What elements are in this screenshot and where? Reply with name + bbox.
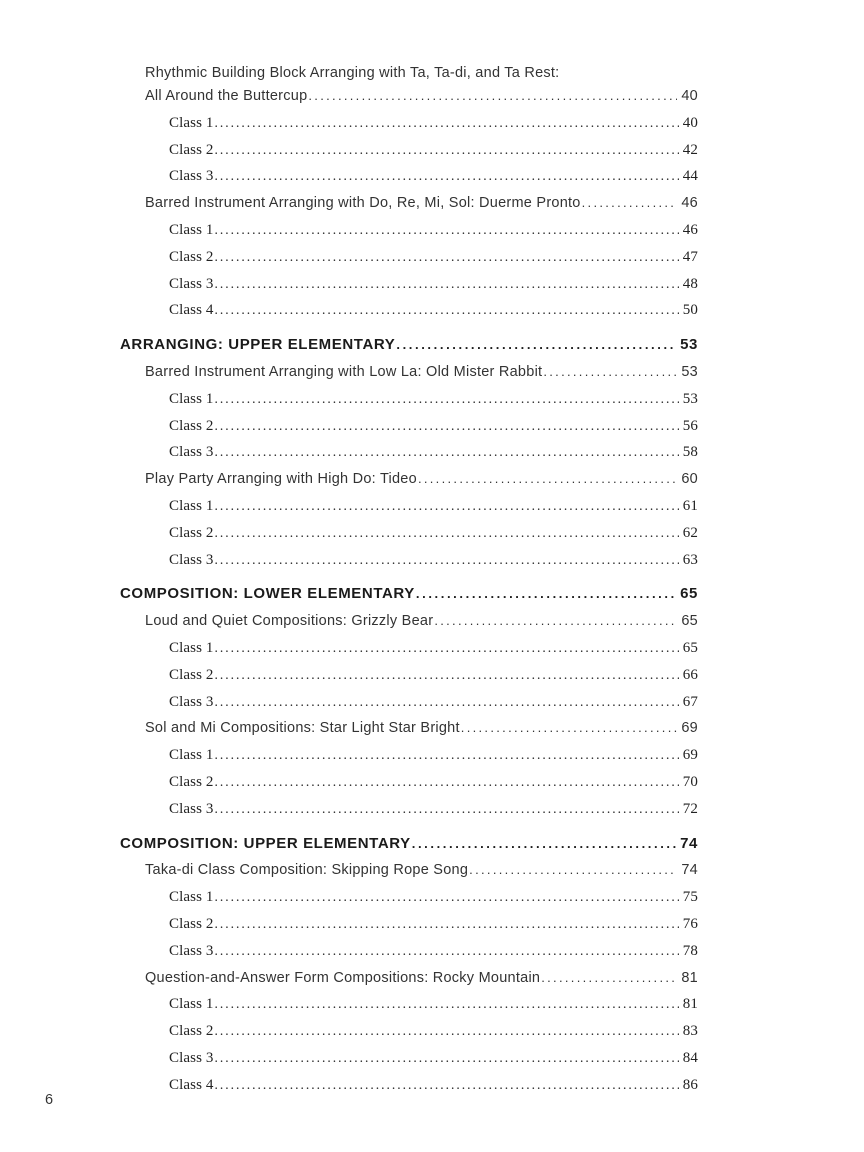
toc-entry-row xyxy=(169,413,698,440)
toc-entry-row xyxy=(169,911,698,938)
dot-leader xyxy=(543,359,677,386)
dot-leader xyxy=(214,991,678,1018)
dot-leader xyxy=(214,137,678,164)
toc-entry-page-number: 65 xyxy=(680,585,698,603)
toc-entry-page-number: 72 xyxy=(682,800,698,817)
toc-entry-label: Class 4 xyxy=(169,302,214,319)
toc-entry-page-number: 84 xyxy=(682,1049,698,1066)
toc-entry xyxy=(120,1072,698,1099)
toc-entry-page-number: 63 xyxy=(682,551,698,568)
toc-entry-page-number: 40 xyxy=(682,114,698,131)
toc-entry-row xyxy=(145,857,698,884)
toc-entry xyxy=(120,439,698,466)
toc-entry-row xyxy=(169,1045,698,1072)
toc-entry-label: Class 2 xyxy=(169,141,214,158)
toc-entry xyxy=(120,938,698,965)
toc-entry-page-number: 86 xyxy=(682,1076,698,1093)
toc-entry-row xyxy=(169,635,698,662)
dot-leader xyxy=(214,547,678,574)
toc-entry-label: Class 3 xyxy=(169,444,214,461)
toc-entry-row xyxy=(169,297,698,324)
toc-entry xyxy=(120,137,698,164)
toc-entry-row xyxy=(169,163,698,190)
toc-entry-row xyxy=(169,217,698,244)
toc-entry xyxy=(120,466,698,493)
toc-entry-label: Play Party Arranging with High Do: Tideo xyxy=(145,471,417,488)
toc-entry-label: Class 2 xyxy=(169,773,214,790)
toc-entry-label: Class 2 xyxy=(169,1023,214,1040)
toc-entry-page-number: 70 xyxy=(682,773,698,790)
toc-entry-label: COMPOSITION: LOWER ELEMENTARY xyxy=(120,585,415,603)
dot-leader xyxy=(214,244,678,271)
toc-entry xyxy=(120,769,698,796)
toc-entry-row xyxy=(169,547,698,574)
toc-entry-label: Class 1 xyxy=(169,996,214,1013)
dot-leader xyxy=(461,715,678,742)
toc-entry xyxy=(120,796,698,823)
toc-entry-row xyxy=(169,386,698,413)
dot-leader xyxy=(214,635,678,662)
dot-leader xyxy=(434,608,677,635)
toc-entry xyxy=(120,1018,698,1045)
toc-entry-row xyxy=(145,965,698,992)
toc-entry-row xyxy=(120,831,698,858)
toc-entry-row xyxy=(169,1018,698,1045)
toc-entry-page-number: 78 xyxy=(682,942,698,959)
toc-entry-label: Class 2 xyxy=(169,417,214,434)
toc-entry xyxy=(120,386,698,413)
dot-leader xyxy=(469,857,677,884)
toc-entry-label: Class 1 xyxy=(169,639,214,656)
toc-entry xyxy=(120,271,698,298)
toc-entry-page-number: 69 xyxy=(681,720,698,737)
toc-entry-page-number: 46 xyxy=(682,221,698,238)
toc-entry-label: COMPOSITION: UPPER ELEMENTARY xyxy=(120,834,411,852)
toc-entry xyxy=(120,297,698,324)
toc-entry-label: Class 2 xyxy=(169,248,214,265)
toc-entry-label: Taka-di Class Composition: Skipping Rope Song xyxy=(145,862,469,879)
toc-entry-page-number: 66 xyxy=(682,666,698,683)
toc-entry-label: Class 3 xyxy=(169,693,214,710)
toc-entry-label: Sol and Mi Compositions: Star Light Star Bright xyxy=(145,720,460,737)
toc-entry-row xyxy=(120,581,698,608)
toc-entry-row xyxy=(169,742,698,769)
dot-leader xyxy=(214,769,678,796)
toc-entry-page-number: 58 xyxy=(682,444,698,461)
toc-entry-label: Class 4 xyxy=(169,1076,214,1093)
toc-entry-page-number: 40 xyxy=(681,88,698,104)
toc-entry-row xyxy=(169,991,698,1018)
toc-entry-label: Loud and Quiet Compositions: Grizzly Bear xyxy=(145,613,434,630)
dot-leader xyxy=(214,1072,678,1099)
toc-entry-label: Class 3 xyxy=(169,275,214,292)
dot-leader xyxy=(214,662,678,689)
toc-entry-row xyxy=(169,884,698,911)
toc-list xyxy=(120,60,698,1098)
toc-entry-label: Class 2 xyxy=(169,666,214,683)
toc-entry-page-number: 69 xyxy=(682,747,698,764)
dot-leader xyxy=(214,493,678,520)
toc-entry xyxy=(120,857,698,884)
dot-leader xyxy=(582,190,678,217)
toc-entry-page-number: 83 xyxy=(682,1023,698,1040)
dot-leader xyxy=(418,466,677,493)
toc-entry-label: Class 2 xyxy=(169,524,214,541)
toc-entry-page-number: 74 xyxy=(681,862,698,879)
toc-entry-row xyxy=(169,439,698,466)
toc-entry-label: Class 1 xyxy=(169,114,214,131)
toc-entry-row xyxy=(169,520,698,547)
toc-entry-page-number: 65 xyxy=(682,639,698,656)
dot-leader xyxy=(214,386,678,413)
dot-leader xyxy=(214,796,678,823)
folio-page-number: 6 xyxy=(45,1092,54,1108)
toc-entry-row xyxy=(169,1072,698,1099)
toc-entry xyxy=(120,662,698,689)
toc-entry-label: Class 3 xyxy=(169,168,214,185)
toc-entry xyxy=(120,332,698,359)
toc-entry-page-number: 53 xyxy=(682,390,698,407)
toc-entry-row xyxy=(169,110,698,137)
toc-entry-label: Class 1 xyxy=(169,497,214,514)
dot-leader xyxy=(214,271,678,298)
toc-entry xyxy=(120,689,698,716)
toc-entry-row xyxy=(169,244,698,271)
toc-entry-label: Class 3 xyxy=(169,800,214,817)
toc-entry-row xyxy=(169,689,698,716)
dot-leader xyxy=(214,1045,678,1072)
toc-entry-page-number: 62 xyxy=(682,524,698,541)
toc-entry-row xyxy=(145,466,698,493)
dot-leader xyxy=(541,965,677,992)
toc-entry xyxy=(120,217,698,244)
toc-entry-page-number: 76 xyxy=(682,915,698,932)
toc-entry-label: All Around the Buttercup xyxy=(145,88,308,104)
toc-entry xyxy=(120,831,698,858)
toc-entry-row xyxy=(145,83,698,110)
toc-entry-page-number: 44 xyxy=(682,168,698,185)
toc-entry-page-number: 46 xyxy=(681,195,698,212)
toc-entry-page-number: 81 xyxy=(682,996,698,1013)
toc-entry xyxy=(120,742,698,769)
dot-leader xyxy=(214,520,678,547)
toc-entry-page-number: 60 xyxy=(681,471,698,488)
dot-leader xyxy=(214,217,678,244)
dot-leader xyxy=(416,581,676,608)
toc-entry-row xyxy=(169,938,698,965)
dot-leader xyxy=(214,742,678,769)
dot-leader xyxy=(214,689,678,716)
toc-entry xyxy=(120,965,698,992)
toc-entry-page-number: 74 xyxy=(680,834,698,852)
toc-entry-label: ARRANGING: UPPER ELEMENTARY xyxy=(120,336,396,354)
toc-entry-label: Class 1 xyxy=(169,889,214,906)
toc-entry xyxy=(120,991,698,1018)
toc-entry xyxy=(120,581,698,608)
toc-entry xyxy=(120,163,698,190)
toc-entry-label: Class 1 xyxy=(169,221,214,238)
toc-entry-page-number: 48 xyxy=(682,275,698,292)
toc-entry xyxy=(120,110,698,137)
toc-entry-label: Class 1 xyxy=(169,747,214,764)
dot-leader xyxy=(214,884,678,911)
toc-entry xyxy=(120,413,698,440)
toc-entry xyxy=(120,60,698,110)
dot-leader xyxy=(412,831,676,858)
toc-entry-row xyxy=(169,493,698,520)
toc-entry-row xyxy=(145,715,698,742)
dot-leader xyxy=(214,1018,678,1045)
toc-entry xyxy=(120,635,698,662)
toc-entry-page-number: 65 xyxy=(681,613,698,630)
toc-entry-row xyxy=(169,271,698,298)
toc-entry-label: Barred Instrument Arranging with Low La: Old Mister Rabbit xyxy=(145,363,543,380)
toc-entry-row xyxy=(169,137,698,164)
toc-entry xyxy=(120,190,698,217)
toc-entry xyxy=(120,493,698,520)
toc-entry-label: Question-and-Answer Form Compositions: Rocky Mountain xyxy=(145,969,541,986)
toc-entry-page-number: 75 xyxy=(682,889,698,906)
dot-leader xyxy=(214,938,678,965)
toc-entry xyxy=(120,520,698,547)
dot-leader xyxy=(214,413,678,440)
toc-entry xyxy=(120,608,698,635)
toc-entry-label: Class 3 xyxy=(169,551,214,568)
toc-entry-page-number: 53 xyxy=(680,336,698,354)
toc-entry-page-number: 47 xyxy=(682,248,698,265)
dot-leader xyxy=(214,439,678,466)
toc-entry-label: Class 3 xyxy=(169,1049,214,1066)
toc-entry-page-number: 61 xyxy=(682,497,698,514)
toc-entry-label: Class 3 xyxy=(169,942,214,959)
toc-entry xyxy=(120,1045,698,1072)
toc-entry xyxy=(120,547,698,574)
toc-entry-page-number: 56 xyxy=(682,417,698,434)
toc-entry-label: Class 2 xyxy=(169,915,214,932)
dot-leader xyxy=(214,911,678,938)
toc-entry-row xyxy=(145,608,698,635)
toc-entry-page-number: 67 xyxy=(682,693,698,710)
toc-entry xyxy=(120,911,698,938)
toc-entry-row xyxy=(169,662,698,689)
toc-entry-row xyxy=(120,332,698,359)
dot-leader xyxy=(214,297,678,324)
toc-entry-row xyxy=(169,769,698,796)
toc-entry-page-number: 50 xyxy=(682,302,698,319)
toc-entry xyxy=(120,244,698,271)
toc-entry-page-number: 42 xyxy=(682,141,698,158)
toc-entry xyxy=(120,884,698,911)
toc-entry-wrap-line: Rhythmic Building Block Arranging with Ta, Ta-di, and Ta Rest: xyxy=(145,65,560,81)
dot-leader xyxy=(214,110,678,137)
toc-entry-row xyxy=(169,796,698,823)
toc-entry-row xyxy=(145,359,698,386)
toc-entry-page-number: 81 xyxy=(681,969,698,986)
dot-leader xyxy=(396,332,676,359)
toc-entry-page-number: 53 xyxy=(681,363,698,380)
dot-leader xyxy=(308,83,677,110)
toc-entry-row xyxy=(145,190,698,217)
dot-leader xyxy=(214,163,678,190)
toc-entry xyxy=(120,359,698,386)
toc-entry-label: Barred Instrument Arranging with Do, Re, Mi, Sol: Duerme Pronto xyxy=(145,195,581,212)
toc-entry-label: Class 1 xyxy=(169,390,214,407)
toc-entry xyxy=(120,715,698,742)
